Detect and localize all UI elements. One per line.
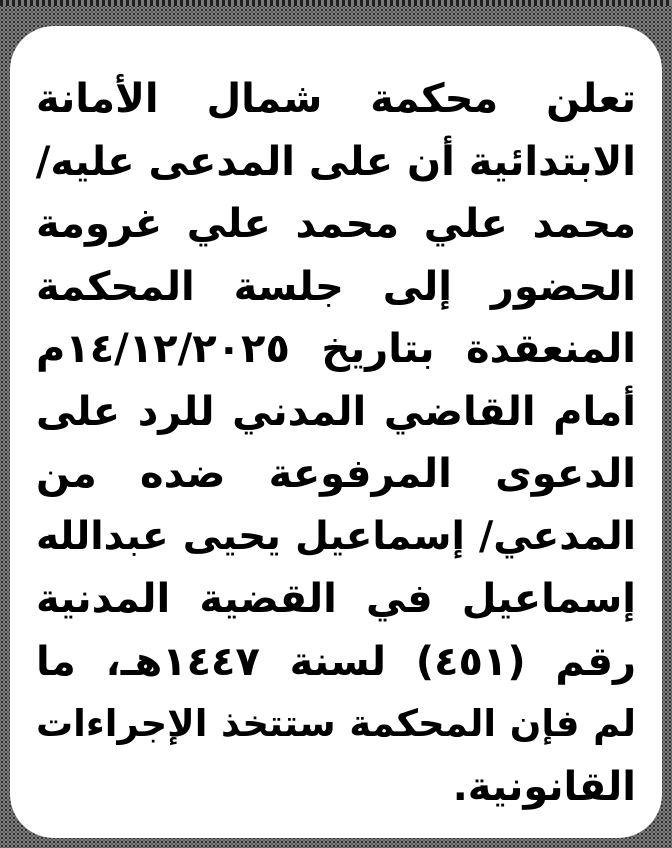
- notice-line: أمام القاضي المدني للرد على: [36, 388, 636, 435]
- notice-line: تعلن محكمة شمال الأمانة: [36, 76, 636, 122]
- notice-line: المنعقدة بتاريخ ١٤/١٢/٢٠٢٥م: [36, 326, 636, 372]
- notice-line: محمد علي محمد علي غرومة: [36, 201, 636, 247]
- notice-line: المدعي/ إسماعيل يحيى عبدالله: [36, 513, 636, 559]
- notice-line: الحضور إلى جلسة المحكمة: [36, 263, 636, 310]
- notice-line: القانونية.: [452, 763, 636, 810]
- court-notice-text: [36, 68, 636, 818]
- notice-line: رقم (٤٥١) لسنة ١٤٤٧هـ، ما: [36, 638, 637, 685]
- notice-card: [10, 26, 662, 838]
- notice-line: الدعوى المرفوعة ضده من: [36, 451, 636, 497]
- top-border-rule: [0, 0, 672, 6]
- notice-line: لم فإن المحكمة ستتخذ الإجراءات: [36, 702, 636, 745]
- notice-line: إسماعيل في القضية المدنية: [36, 576, 636, 622]
- notice-line: الابتدائية أن على المدعى عليه/: [35, 138, 636, 185]
